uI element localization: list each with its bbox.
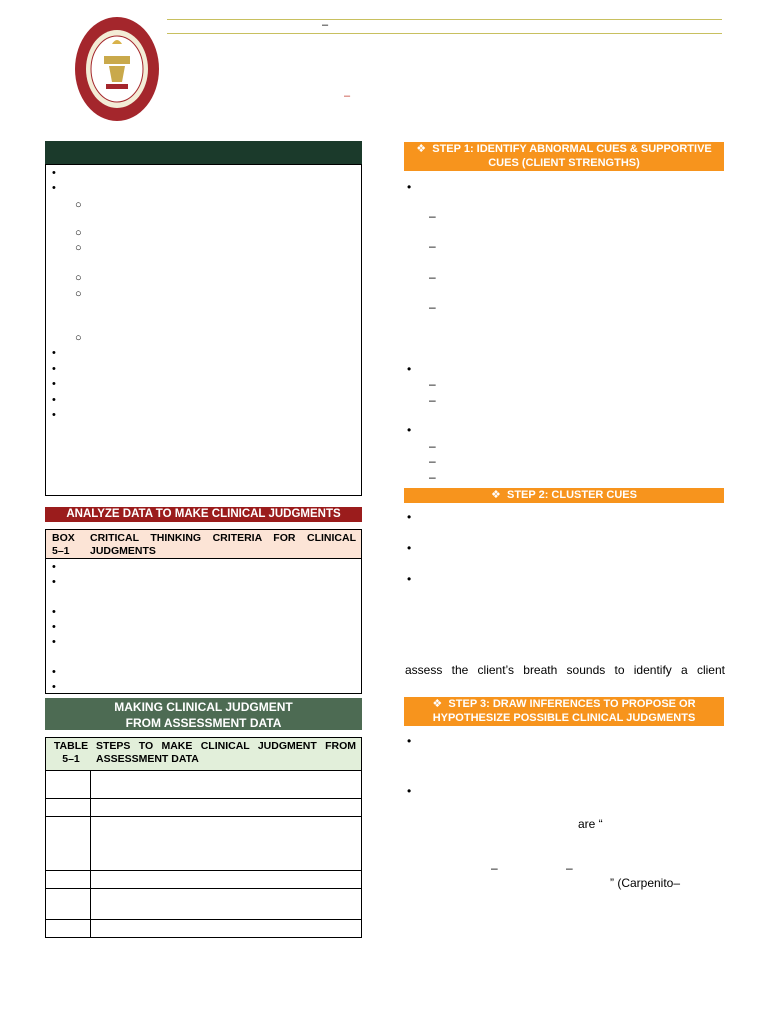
bullet: • — [407, 784, 412, 798]
sub-bullet: ○ — [75, 199, 82, 211]
table-row — [46, 871, 362, 889]
table-row — [46, 889, 362, 920]
step1-title: STEP 1: IDENTIFY ABNORMAL CUES & SUPPORTIVE CUES (CLIENT STRENGTHS) — [432, 143, 712, 169]
notes-box — [45, 164, 362, 496]
dash-bullet: – — [429, 300, 436, 314]
bullet: • — [52, 681, 56, 693]
bullet: • — [52, 363, 56, 375]
dash-bullet: – — [429, 377, 436, 391]
table-row — [46, 920, 362, 938]
dash-bullet: – — [429, 239, 436, 253]
steps-table — [45, 770, 362, 938]
step3-header — [404, 697, 724, 726]
bullet: • — [52, 182, 56, 194]
dash-bullet: – — [429, 209, 436, 223]
bullet: • — [52, 666, 56, 678]
bullet: • — [407, 423, 412, 437]
bullet: • — [52, 636, 56, 648]
step3-title: STEP 3: DRAW INFERENCES TO PROPOSE OR HYPOTHESIZE POSSIBLE CLINICAL JUDGMENTS — [432, 698, 696, 724]
making-judgment-title: MAKING CLINICAL JUDGMENT FROM ASSESSMENT DATA — [114, 700, 293, 730]
header-rule-top — [167, 19, 722, 20]
bullet: • — [52, 409, 56, 421]
university-seal-logo — [74, 16, 160, 122]
dash-bullet: – — [429, 470, 436, 484]
citation-text: ” (Carpenito– — [610, 876, 681, 890]
diamond-icon: ❖ — [432, 698, 443, 710]
bullet: • — [52, 576, 56, 588]
dash-bullet: – — [429, 454, 436, 468]
bullet: • — [52, 378, 56, 390]
header-rule-bottom — [167, 33, 722, 34]
diamond-icon: ❖ — [491, 489, 501, 501]
box-5-1-header — [45, 529, 362, 559]
bullet: • — [407, 734, 412, 748]
dash-text: – — [491, 861, 498, 875]
step2-header — [404, 488, 724, 503]
header-dash: – — [322, 19, 329, 31]
dash-bullet: – — [429, 270, 436, 284]
bullet: • — [407, 362, 412, 376]
bullet: • — [52, 621, 56, 633]
dash-bullet: – — [429, 439, 436, 453]
analyze-data-header: ANALYZE DATA TO MAKE CLINICAL JUDGMENTS — [45, 507, 362, 522]
sub-bullet: ○ — [75, 288, 82, 300]
making-judgment-header — [45, 698, 362, 730]
box-5-1-title: CRITICAL THINKING CRITERIA FOR CLINICAL JUDGMENTS — [90, 532, 356, 557]
sub-bullet: ○ — [75, 332, 82, 344]
bullet: • — [52, 347, 56, 359]
bullet: • — [407, 541, 412, 555]
bullet: • — [407, 572, 412, 586]
box-5-1-label: BOX 5–1 — [52, 532, 75, 557]
section-header-bar — [45, 141, 362, 164]
bullet: • — [407, 180, 412, 194]
table-row — [46, 771, 362, 799]
table-5-1-header — [45, 737, 362, 771]
bullet: • — [407, 510, 412, 524]
sub-bullet: ○ — [75, 242, 82, 254]
assess-text: assess the client’s breath sounds to identify a client — [405, 663, 725, 677]
sub-bullet: ○ — [75, 227, 82, 239]
table-5-1-title: STEPS TO MAKE CLINICAL JUDGMENT FROM ASSESSMENT DATA — [96, 740, 356, 765]
are-quote-text: are “ — [578, 817, 603, 831]
header-red-dash: – — [344, 90, 351, 102]
bullet: • — [52, 606, 56, 618]
table-row — [46, 799, 362, 817]
box-5-1-body — [45, 558, 362, 694]
sub-bullet: ○ — [75, 272, 82, 284]
bullet: • — [52, 561, 56, 573]
table-5-1-label: TABLE 5–1 — [53, 740, 89, 765]
diamond-icon: ❖ — [416, 143, 427, 155]
dash-bullet: – — [429, 393, 436, 407]
step1-header — [404, 142, 724, 171]
table-row — [46, 817, 362, 871]
bullet: • — [52, 167, 56, 179]
dash-text: – — [566, 861, 573, 875]
step2-title: STEP 2: CLUSTER CUES — [507, 489, 637, 501]
bullet: • — [52, 394, 56, 406]
